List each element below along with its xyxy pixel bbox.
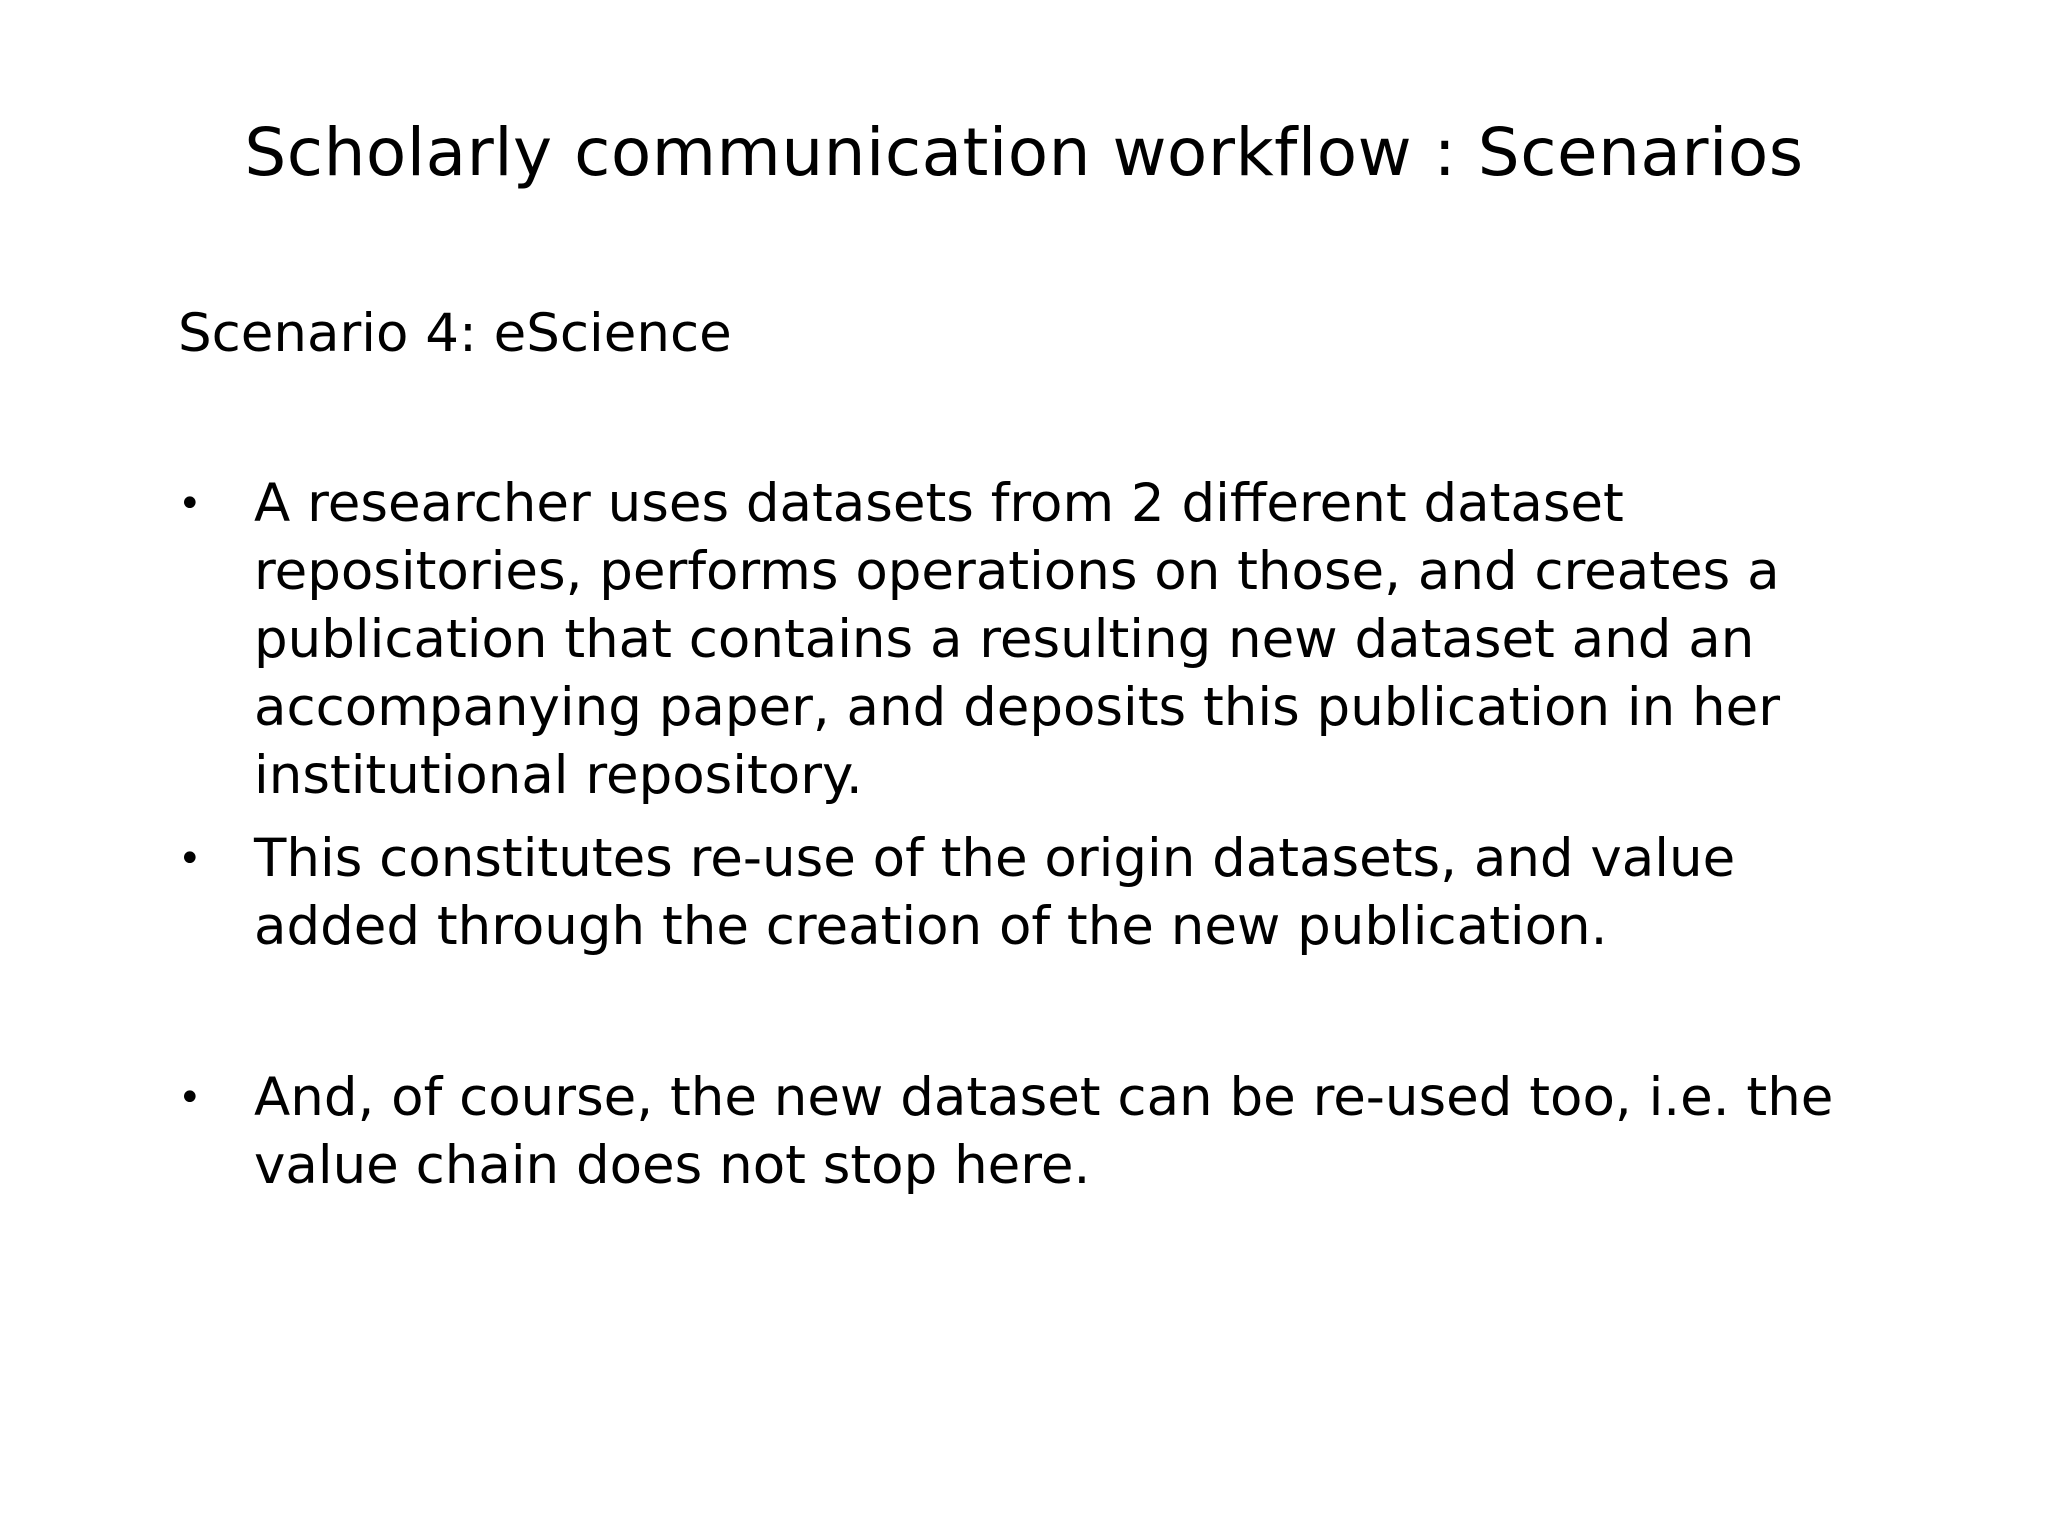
bullet-item bbox=[178, 470, 1898, 810]
bullet-item bbox=[178, 825, 1898, 961]
bullet-text: And, of course, the new dataset can be re-used too, i.e. the value chain does not stop here. bbox=[254, 1067, 1834, 1196]
bullet-marker: • bbox=[178, 1075, 202, 1121]
bullet-marker: • bbox=[178, 836, 202, 882]
slide-title: Scholarly communication workflow : Scenarios bbox=[244, 114, 1804, 191]
bullet-marker: • bbox=[178, 481, 202, 527]
bullet-text: This constitutes re-use of the origin datasets, and value added through the creation of the new publication. bbox=[254, 828, 1736, 957]
bullet-item bbox=[178, 1064, 1898, 1200]
scenario-subtitle: Scenario 4: eScience bbox=[178, 303, 732, 364]
bullet-text: A researcher uses datasets from 2 different dataset repositories, performs operations on those, and creates a publication that contains a resulting new dataset and an accompanying paper, and deposits this publication in her institutional repository. bbox=[254, 473, 1781, 806]
